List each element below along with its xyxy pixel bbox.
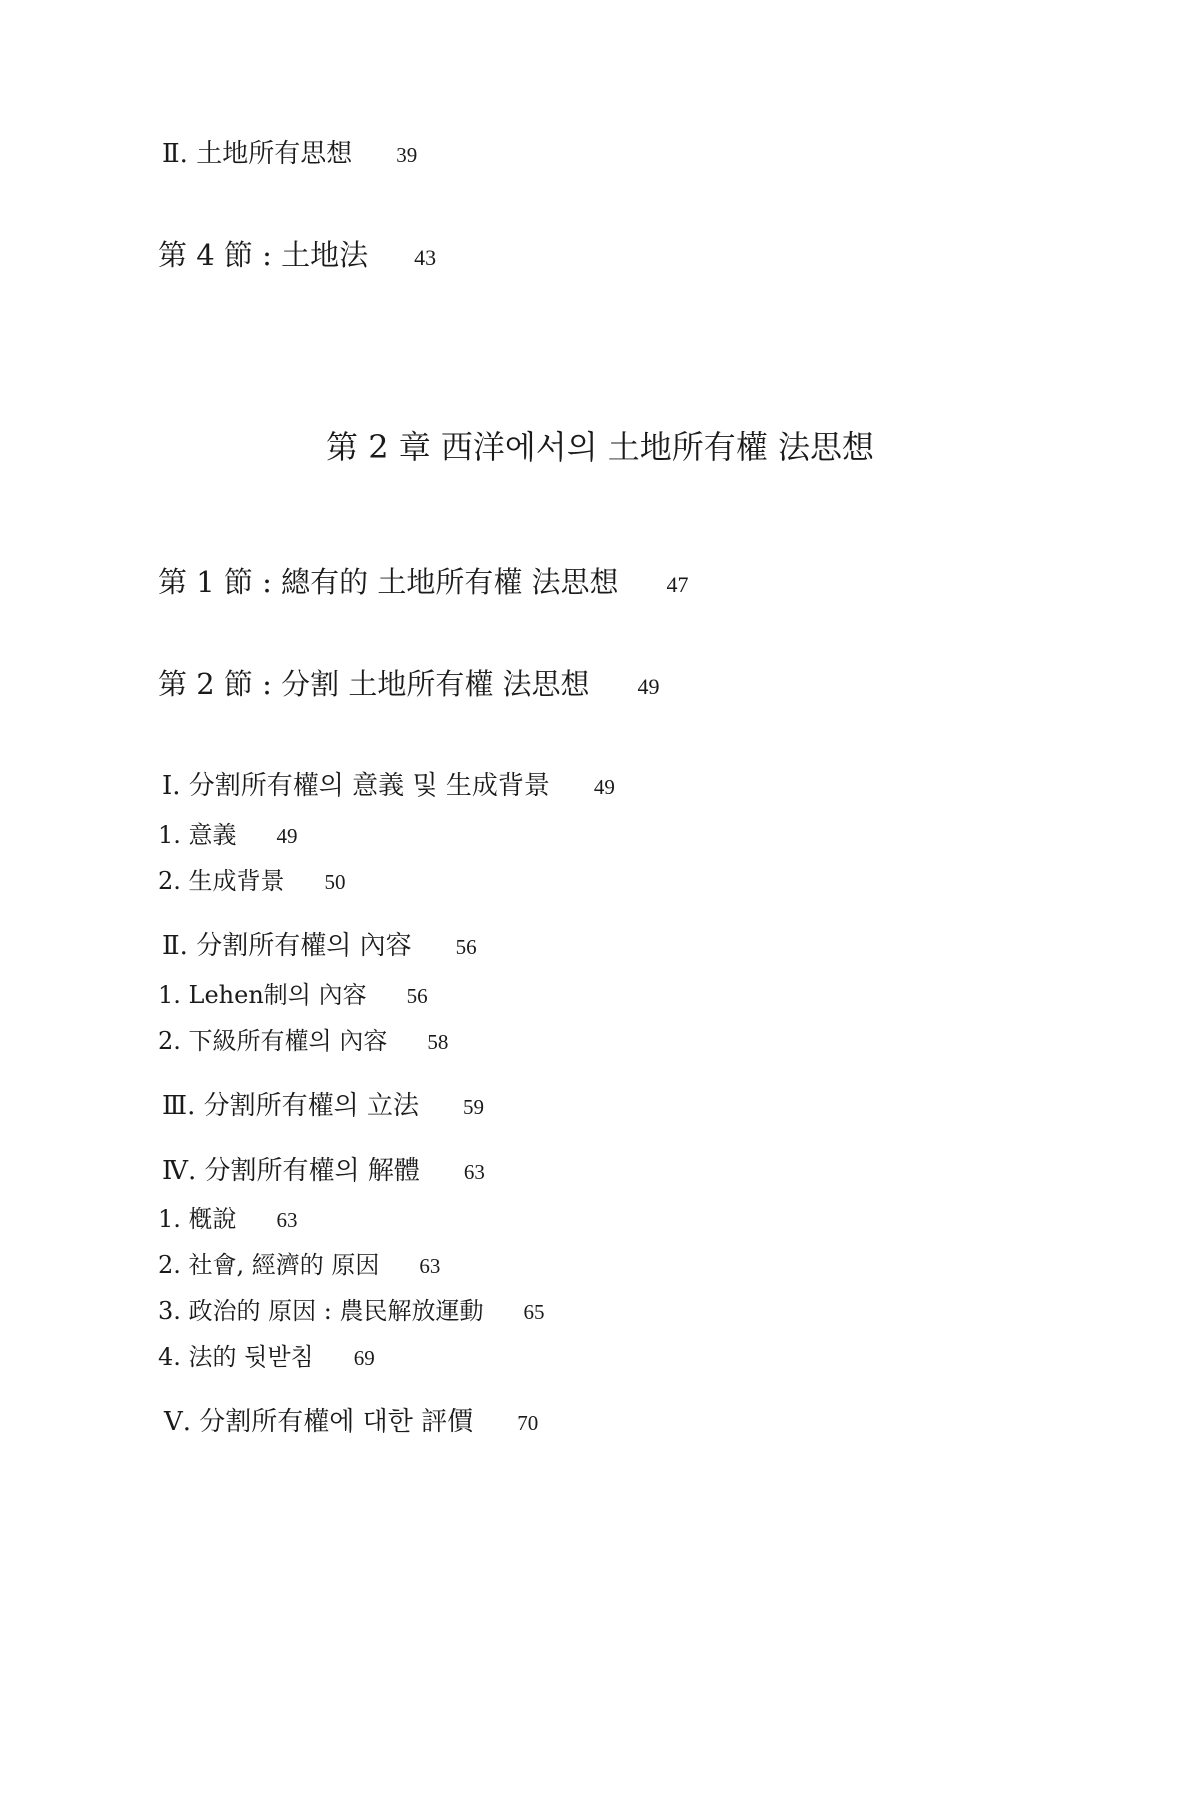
- item-page-number: 69: [353, 1346, 375, 1370]
- section-page-number: 43: [414, 245, 437, 270]
- section-label: 第 2 節 : 分割 土地所有權 法思想: [158, 667, 590, 701]
- toc-item-lehen-content: [158, 975, 428, 1010]
- item-label: 1. 意義: [158, 821, 237, 849]
- section-label: 第 4 節 : 土地法: [158, 238, 369, 272]
- item-page-number: 50: [324, 870, 346, 894]
- toc-item-origin-background: [158, 861, 346, 896]
- toc-item-political-causes: [158, 1291, 545, 1326]
- toc-section-4-land-law: [158, 233, 436, 274]
- item-page-number: 63: [419, 1254, 441, 1278]
- entry-page-number: 70: [517, 1411, 539, 1435]
- item-label: 1. Lehen制의 內容: [158, 981, 367, 1009]
- toc-item-overview: [158, 1199, 298, 1234]
- section-page-number: 49: [637, 674, 660, 699]
- entry-page-number: 49: [593, 775, 615, 799]
- toc-entry-meaning-and-origin: [162, 765, 615, 802]
- chapter-2-title: 第 2 章 西洋에서의 土地所有權 法思想: [326, 428, 874, 466]
- entry-page-number: 39: [396, 143, 418, 167]
- item-page-number: 56: [406, 984, 428, 1008]
- toc-entry-land-ownership-thought: [162, 133, 417, 170]
- entry-label: Ⅱ. 分割所有權의 內容: [162, 931, 412, 961]
- item-label: 3. 政治的 原因 : 農民解放運動: [158, 1297, 484, 1325]
- toc-entry-dissolution: [162, 1150, 485, 1187]
- entry-label: Ⅰ. 分割所有權의 意義 및 生成背景: [162, 771, 550, 801]
- item-label: 4. 法的 뒷받침: [158, 1343, 314, 1371]
- section-label: 第 1 節 : 總有的 土地所有權 法思想: [158, 565, 619, 599]
- section-page-number: 47: [666, 572, 689, 597]
- item-page-number: 63: [276, 1208, 298, 1232]
- toc-section-2-divided-ownership: [158, 662, 660, 703]
- item-label: 2. 社會, 經濟的 原因: [158, 1251, 380, 1279]
- item-page-number: 65: [523, 1300, 545, 1324]
- item-label: 1. 槪說: [158, 1205, 237, 1233]
- toc-item-social-economic-causes: [158, 1245, 440, 1280]
- entry-label: Ⅱ. 土地所有思想: [162, 139, 353, 169]
- toc-entry-legislation: [162, 1085, 484, 1122]
- toc-entry-evaluation: [164, 1401, 538, 1438]
- entry-page-number: 56: [455, 935, 477, 959]
- toc-item-meaning: [158, 815, 298, 850]
- toc-item-lower-ownership-content: [158, 1021, 448, 1056]
- item-label: 2. 下級所有權의 內容: [158, 1027, 388, 1055]
- item-page-number: 49: [276, 824, 298, 848]
- entry-page-number: 59: [462, 1095, 484, 1119]
- entry-page-number: 63: [463, 1160, 485, 1184]
- toc-entry-content: [162, 925, 477, 962]
- toc-section-1-total-ownership: [158, 560, 689, 601]
- item-label: 2. 生成背景: [158, 867, 285, 895]
- entry-label: Ⅴ. 分割所有權에 대한 評價: [164, 1407, 474, 1437]
- toc-item-legal-support: [158, 1337, 375, 1372]
- entry-label: Ⅲ. 分割所有權의 立法: [162, 1091, 419, 1121]
- item-page-number: 58: [427, 1030, 449, 1054]
- entry-label: Ⅳ. 分割所有權의 解體: [162, 1156, 420, 1186]
